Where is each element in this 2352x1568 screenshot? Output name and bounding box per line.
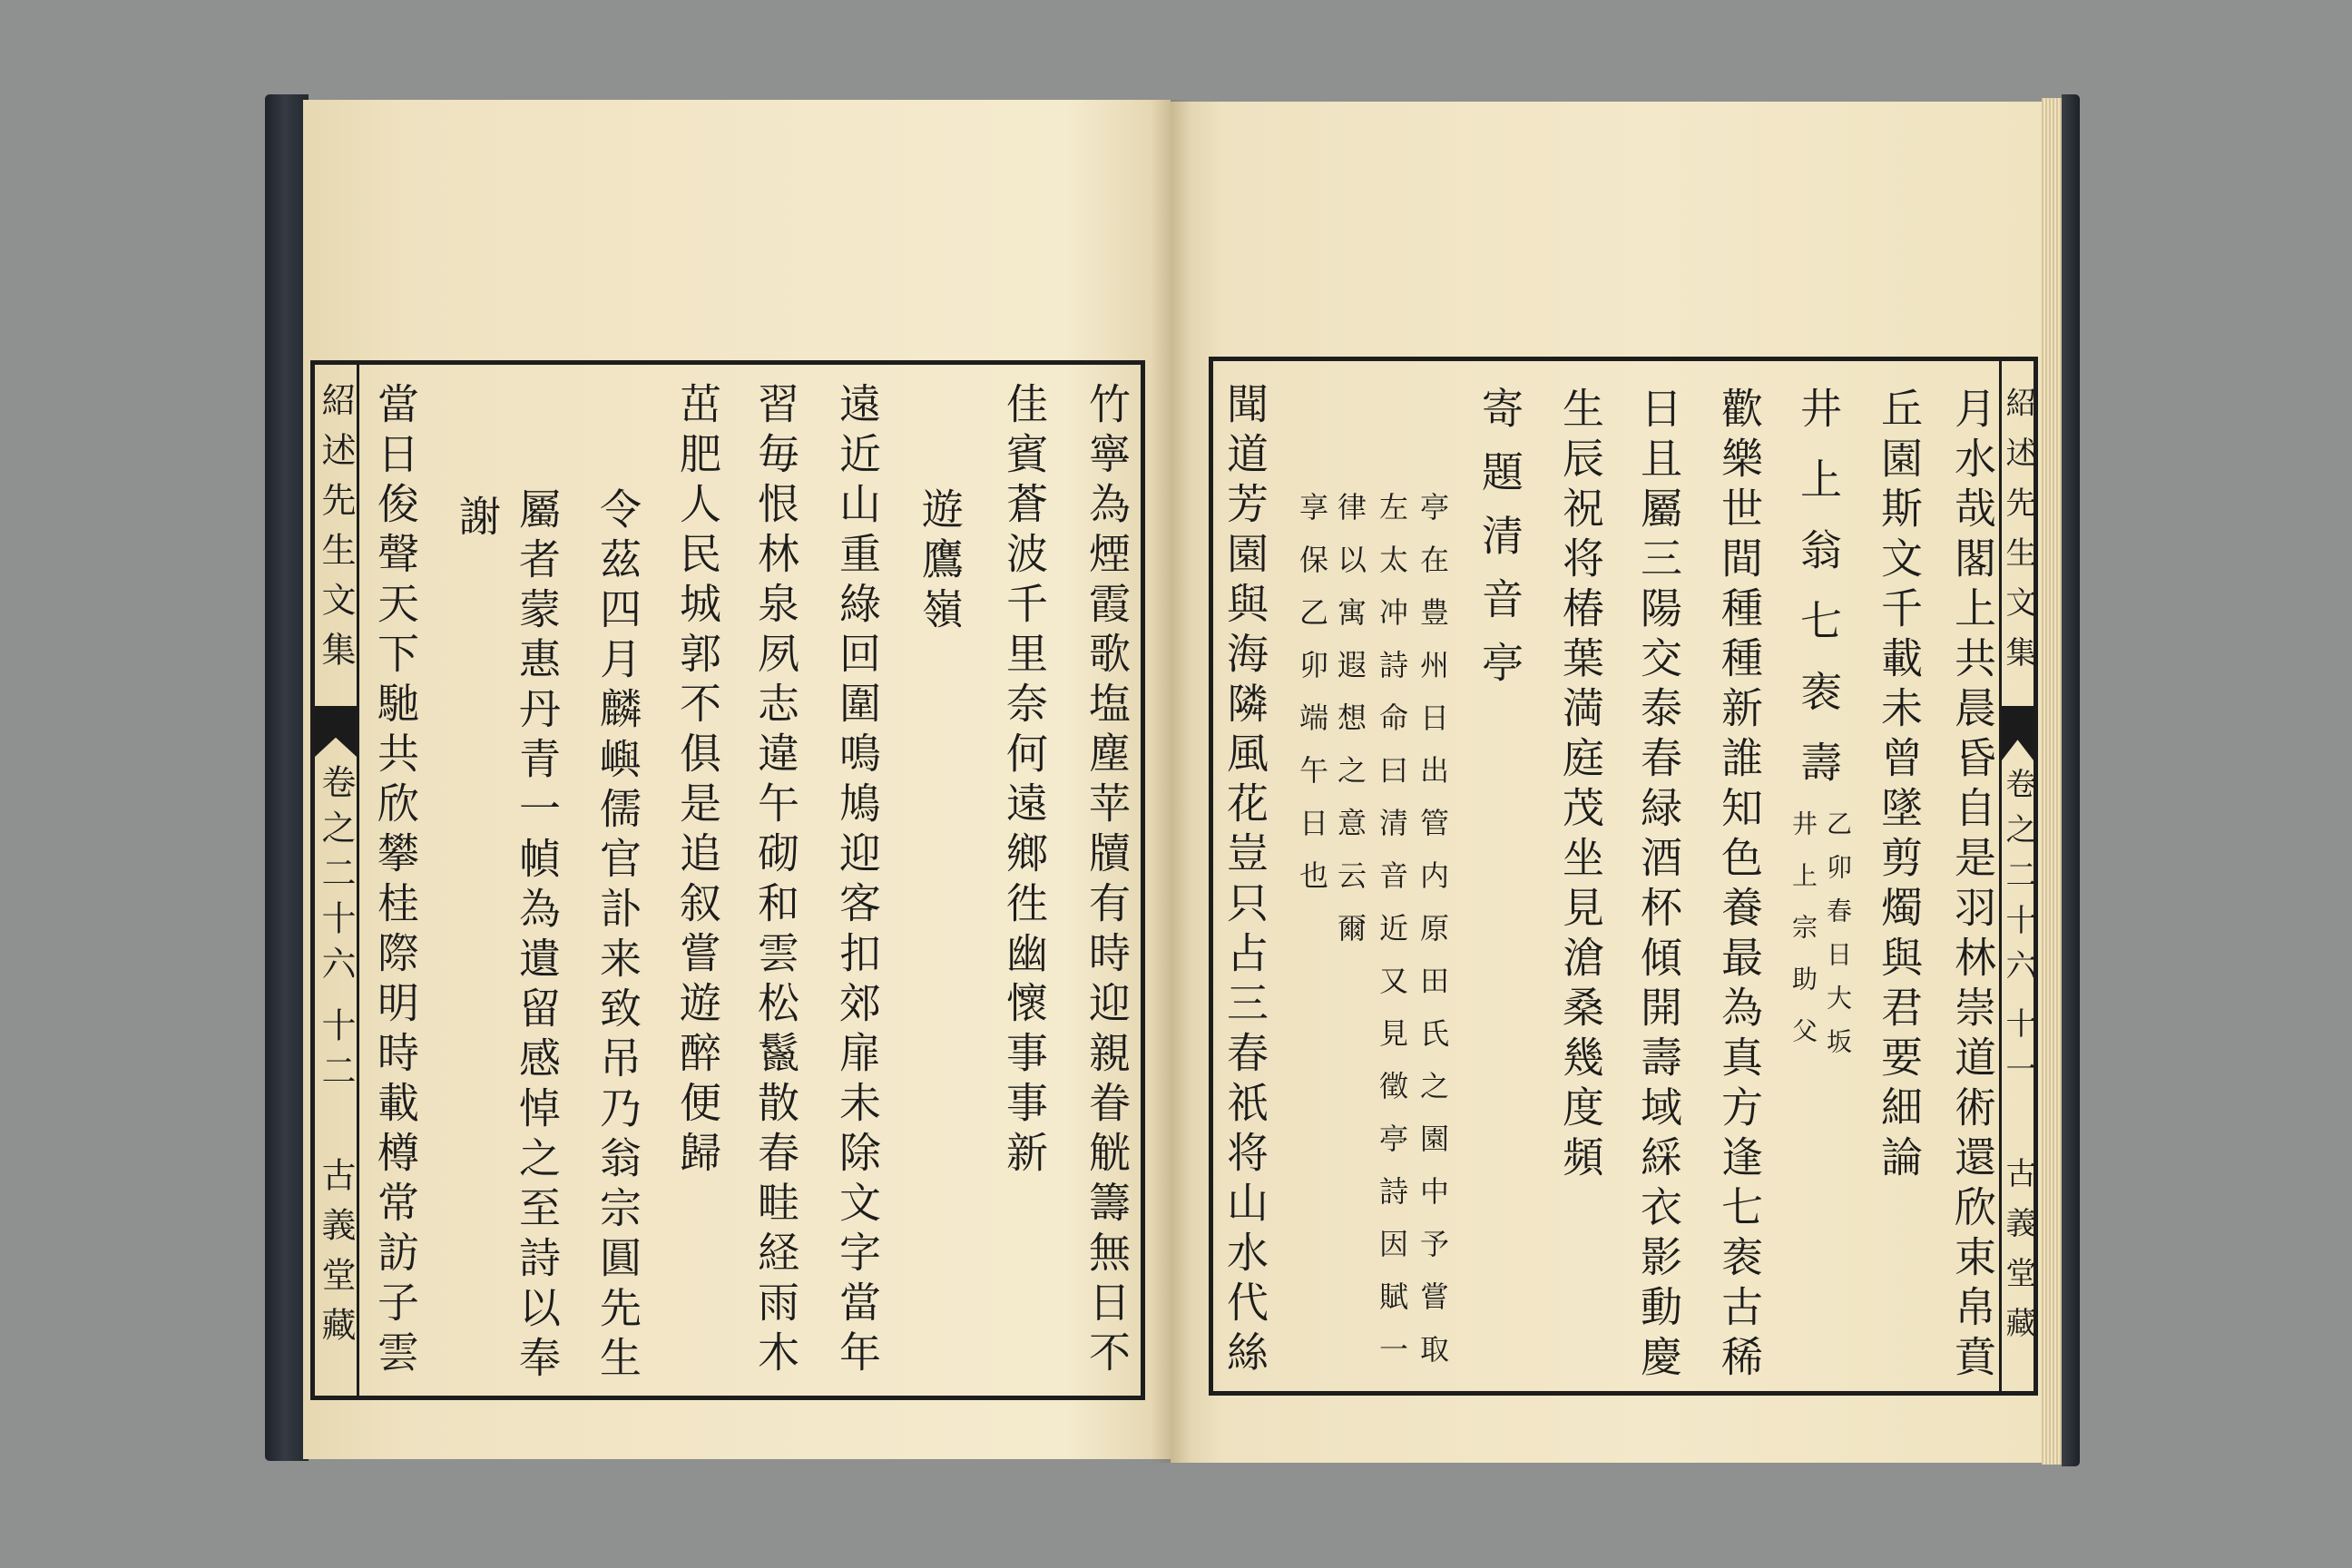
text-column: 佳賓蒼波千里奈何遠鄉徃幽懷事事新 [1000,382,1049,1181]
gutter-shadow [1151,100,1191,1463]
right-margin-folio: 十一 [2000,1007,2036,1098]
book-cover-right [2062,94,2080,1466]
left-margin-volume: 卷之二十六 [316,764,356,991]
page-stack-edge [2042,98,2063,1465]
preface-column: 亭在豊州日出管内原田氏之園中予嘗取 [1416,492,1450,1387]
text-column: 遠近山重綠回圍鳴鳩迎客扣郊扉未除文字當年 [833,382,882,1380]
poem-title: 遊鷹嶺 [916,487,965,637]
preface-column: 令茲四月麟嶼儒官訃来致吊乃翁宗圓先生 [593,487,642,1386]
left-margin-folio: 十二 [316,1007,356,1098]
right-margin-publisher: 古義堂藏 [2000,1157,2036,1357]
preface-column: 左太冲詩命曰清音近又見徵亭詩因賦一 [1375,492,1409,1387]
left-margin-divider [357,360,359,1400]
text-column: 習毎恨林泉夙志違午砌和雲松鬣散春畦経雨木 [751,382,800,1380]
text-column: 竹寧為煙霞歌塩塵苹牘有時迎親眷觥籌無日不 [1083,382,1132,1380]
text-column: 歡樂世間種種新誰知色養最為真方逢七袠古稀 [1715,387,1764,1385]
preface-column: 享保乙卯端午日也 [1295,492,1329,913]
poem-title: 井上翁七袠壽 [1794,387,1843,811]
text-column: 日且屬三陽交泰春緑酒杯傾開壽域綵衣影動慶 [1634,387,1683,1385]
book-cover-left [265,94,309,1461]
preface-column: 謝 [453,495,502,544]
text-column: 生辰祝将椿葉満庭茂坐見滄桑幾度頻 [1556,387,1605,1185]
right-margin-volume: 卷之二十六 [2000,768,2036,995]
right-margin-title: 紹述先生文集 [2000,387,2036,686]
poem-title: 寄題清音亭 [1475,387,1524,704]
text-column: 丘園斯文千載未曾墜剪燭與君要細論 [1875,387,1924,1185]
text-column: 當日俊聲天下馳共欣攀桂際明時載樽常訪子雲 [371,382,420,1380]
text-column: 聞道芳園與海隣風花豈只占三春祇将山水代絲 [1220,382,1269,1380]
left-margin-publisher: 古義堂藏 [316,1157,356,1357]
title-note-column: 乙卯春日大坂 [1823,810,1853,1072]
preface-column: 律以寓遐想之意云爾 [1333,492,1367,965]
preface-column: 屬者蒙惠丹青一幀為遺留感悼之至詩以奉 [513,487,562,1386]
title-note-column: 井上宗助父 [1788,810,1818,1069]
text-column: 月水哉閣上共晨昏自是羽林崇道術還欣束帛賁 [1948,387,1997,1385]
text-column: 茁肥人民城郭不俱是追叙嘗遊醉便歸 [673,382,722,1181]
left-margin-title: 紹述先生文集 [316,382,356,681]
